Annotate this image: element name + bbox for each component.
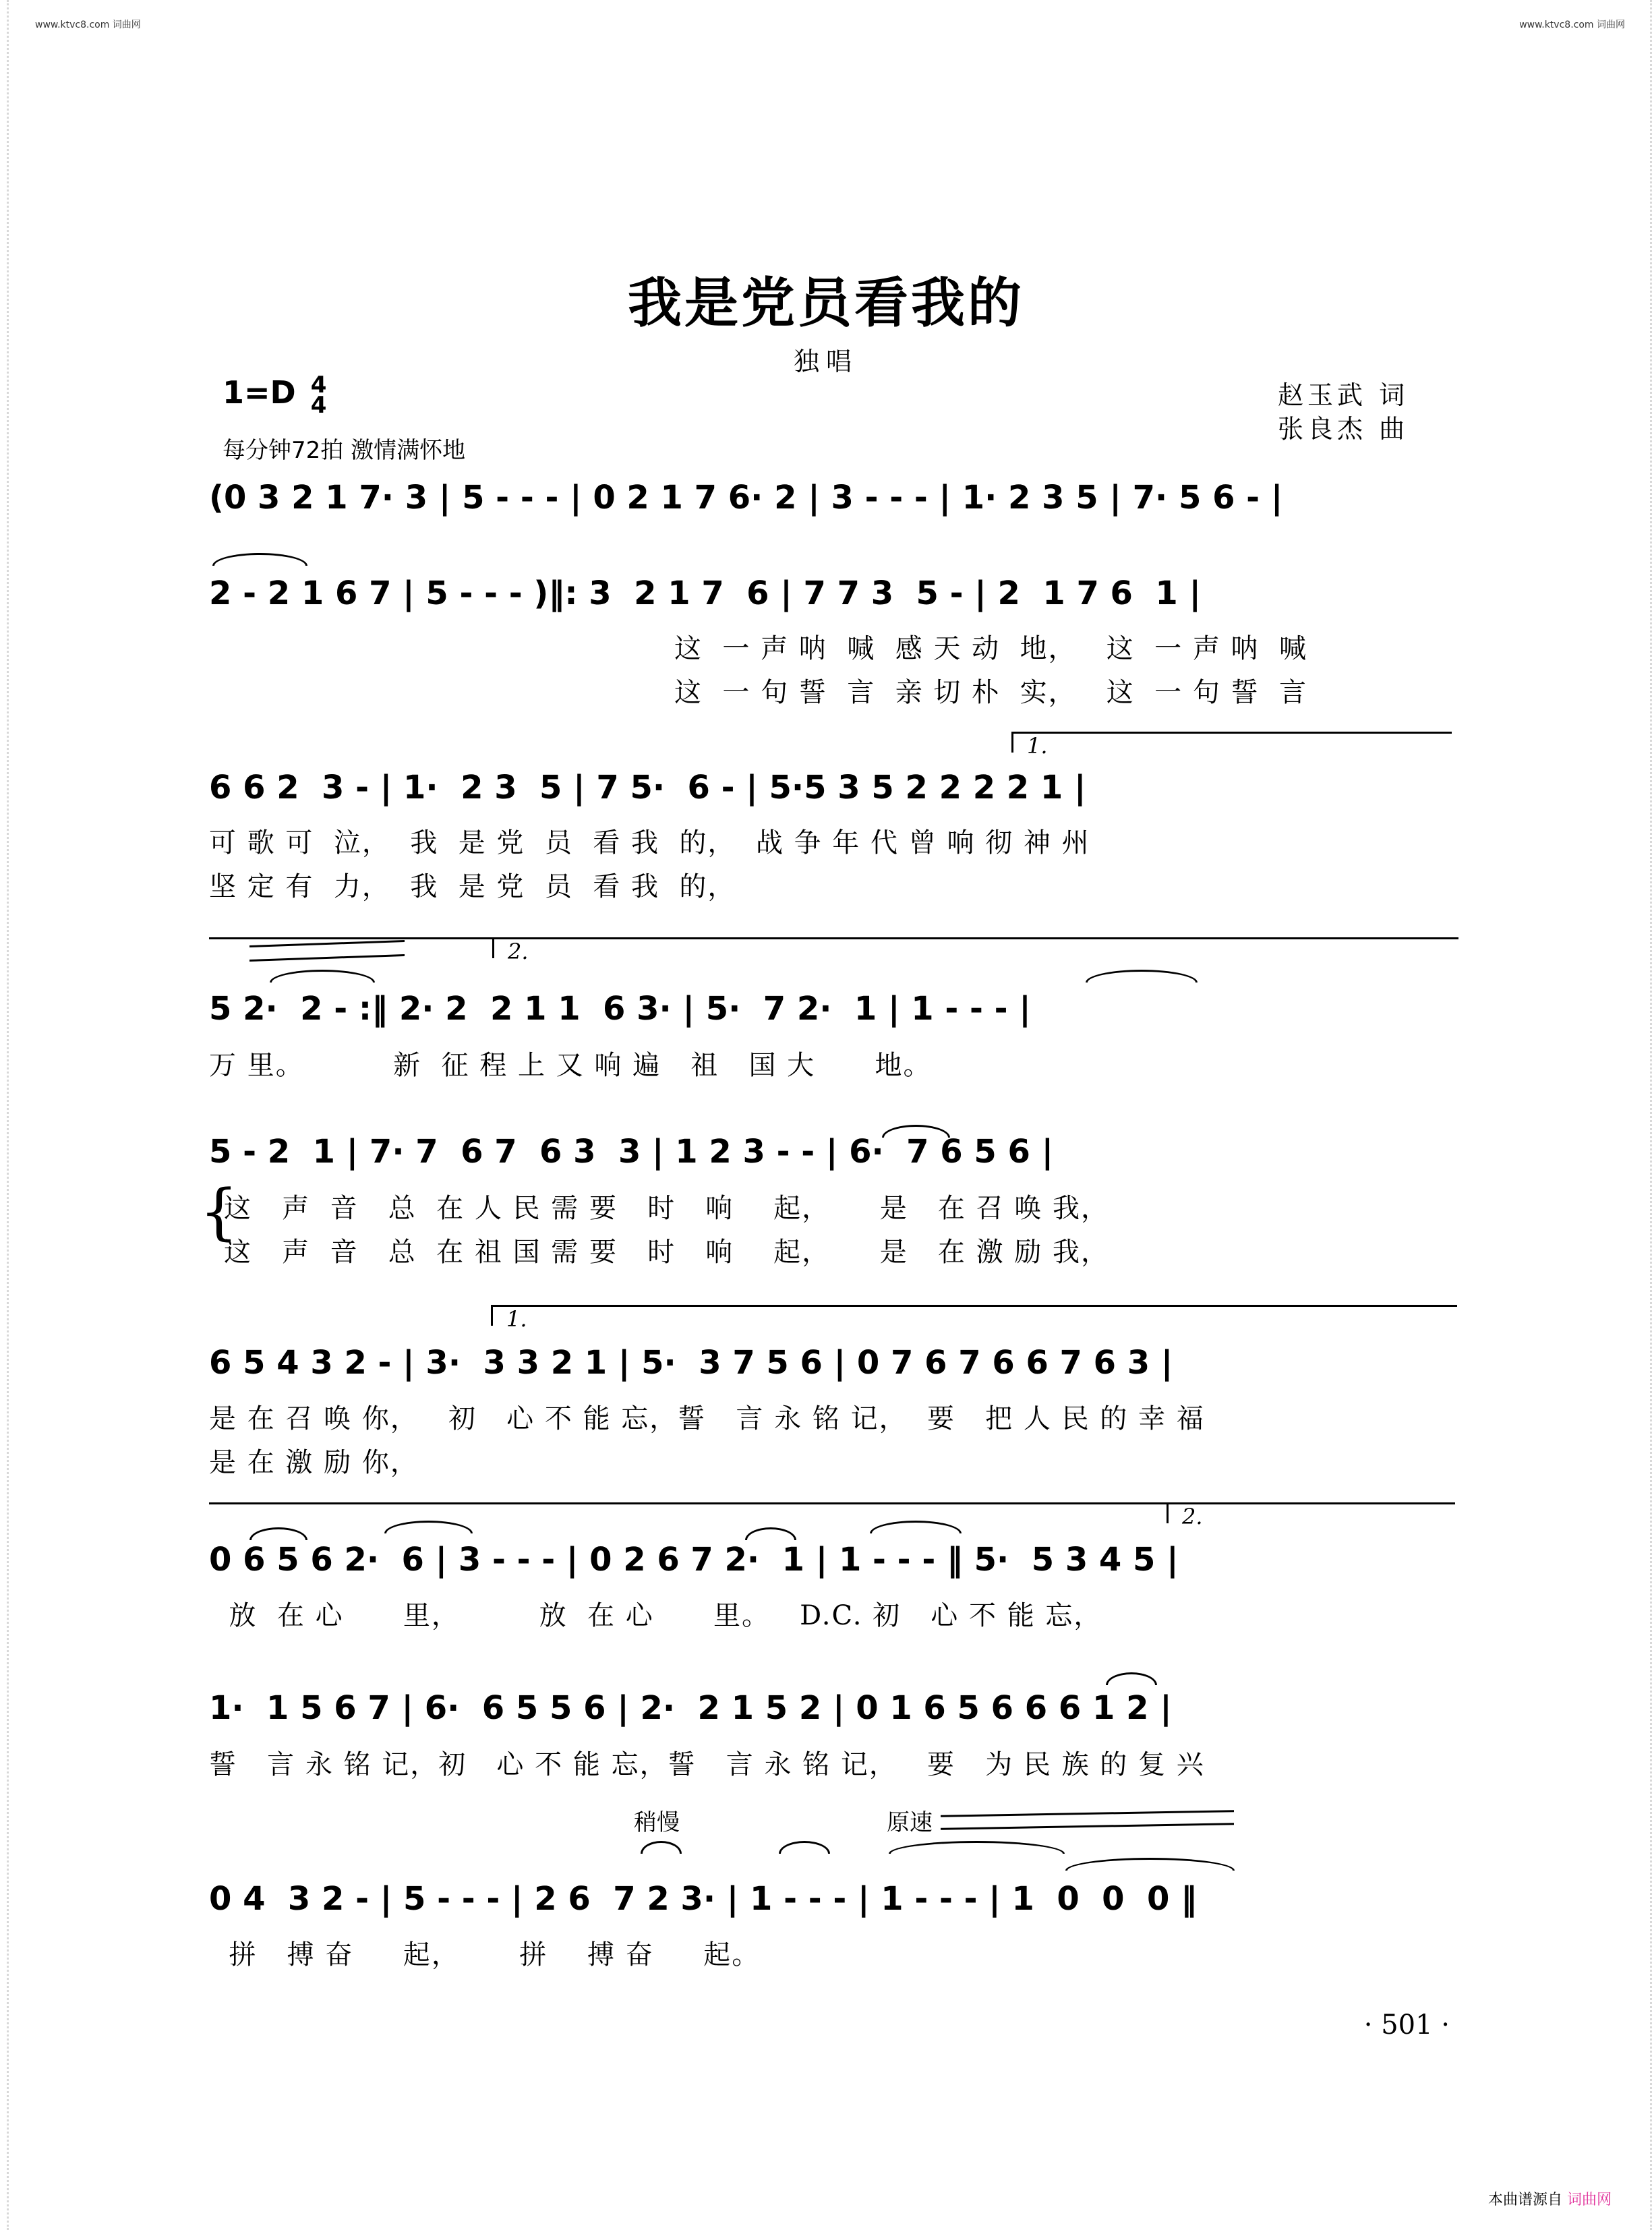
lyrics-line-2-verse-1: 这 一 声 呐 喊 感 天 动 地， 这 一 声 呐 喊 [674,633,1308,664]
lyrics-line-6-verse-1: 是 在 召 唤 你， 初 心 不 能 忘，誓 言 永 铭 记， 要 把 人 民 的 幸 福 [209,1403,1205,1434]
notes-line-7: 0 6 5 6 2· 6 | 3 - - - | 0 2 6 7 2· 1 | 1 - - - ‖ 5· 5 3 4 5 | [209,1541,1179,1579]
lyrics-line-6-verse-2: 是 在 激 励 你， [209,1447,419,1478]
watermark-prefix: 本曲谱源自 [1487,2192,1562,2208]
slur [745,1527,796,1540]
slur [779,1841,830,1854]
lyrics-line-4: 万 里。 新 征 程 上 又 响 遍 祖 国 大 地。 [209,1050,932,1081]
notes-line-6: 6 5 4 3 2 - | 3· 3 3 2 1 | 5· 3 7 5 6 | 0 7 6 7 6 6 7 6 3 | [209,1344,1173,1382]
notes-line-3: 6 6 2 3 - | 1· 2 3 5 | 7 5· 6 - | 5·5 3 5 2 2 2 2 1 | [209,769,1086,806]
watermark-top-right: www.ktvc8.com 词曲网 [1519,20,1625,30]
volta-2b: 2. [1167,1502,1455,1523]
slur [384,1521,473,1533]
original-tempo-marking: 原速 [887,1809,933,1836]
lyrics-line-5-verse-2: 这 声 音 总 在 祖 国 需 要 时 响 起， 是 在 激 励 我， [224,1237,1110,1268]
notes-line-5: 5 - 2 1 | 7· 7 6 7 6 3 3 | 1 2 3 - - | 6· 7 6 5 6 | [209,1133,1054,1171]
crescendo-hairpin [249,940,405,962]
lyrics-line-8: 誓 言 永 铭 记，初 心 不 能 忘，誓 言 永 铭 记， 要 为 民 族 的 复 兴 [209,1749,1205,1780]
slur [270,970,375,982]
volta-1: 1. [1011,732,1452,753]
volta-1b: 1. [491,1305,1457,1326]
watermark-bottom-right [1488,2188,1612,2209]
slower-marking: 稍慢 [634,1809,680,1836]
notes-line-8: 1· 1 5 6 7 | 6· 6 5 5 6 | 2· 2 1 5 2 | 0 1 6 5 6 6 6 1 2 | [209,1689,1172,1727]
slur [212,553,307,566]
slur [1086,970,1198,982]
key-signature [223,371,327,419]
slur [249,1527,307,1540]
song-title: 我是党员看我的 [628,271,1024,334]
notes-line-9: 0 4 3 2 - | 5 - - - | 2 6 7 2 3· | 1 - - - | 1 - - - | 1 0 0 0 ‖ [209,1880,1198,1918]
composer-credit: 张良杰 曲 [1278,414,1409,444]
notes-line-2: 2 - 2 1 6 7 | 5 - - - )‖: 3 2 1 7 6 | 7 7 3 5 - | 2 1 7 6 1 | [209,575,1202,612]
volta-1b-continuation [209,1502,1167,1504]
slur [870,1521,962,1533]
key-label: 1=D [223,374,296,411]
lyrics-line-7: 放 在 心 里， 放 在 心 里。 D.C. 初 心 不 能 忘， [209,1600,1102,1631]
tempo-marking: 每分钟72拍 激情满怀地 [223,437,466,464]
slur [889,1841,1065,1854]
lyrics-line-2-verse-2: 这 一 句 誓 言 亲 切 朴 实， 这 一 句 誓 言 [674,677,1308,708]
time-bottom: 4 [310,391,327,419]
verse-brace: { [200,1177,239,1248]
time-signature [310,371,327,419]
lyrics-line-3-verse-2: 坚 定 有 力， 我 是 党 员 看 我 的， [209,871,736,902]
volta-2: 2. [492,937,1458,958]
watermark-site: 词曲网 [1566,2192,1612,2208]
slur [1106,1672,1157,1685]
notes-line-4: 5 2· 2 - :‖ 2· 2 2 1 1 6 3· | 5· 7 2· 1 | 1 - - - | [209,990,1031,1028]
lyrics-line-9: 拼 搏 奋 起， 拼 搏 奋 起。 [209,1939,761,1970]
notes-line-1: (0 3 2 1 7· 3 | 5 - - - | 0 2 1 7 6· 2 | 3 - - - | 1· 2 3 5 | 7· 5 6 - | [209,479,1283,517]
volta-1-continuation [209,937,492,939]
watermark-top-left: www.ktvc8.com 词曲网 [35,20,141,30]
lyrics-line-5-verse-1: 这 声 音 总 在 人 民 需 要 时 响 起， 是 在 召 唤 我， [224,1193,1110,1224]
page-number: · 501 · [1363,2009,1450,2041]
crescendo-hairpin [941,1810,1234,1830]
slur [641,1841,682,1854]
song-subtitle: 独唱 [793,347,858,376]
slur [1065,1858,1235,1871]
lyrics-line-3-verse-1: 可 歌 可 泣， 我 是 党 员 看 我 的， 战 争 年 代 曾 响 彻 神 州 [209,827,1090,858]
lyricist-credit: 赵玉武 词 [1278,380,1409,410]
time-top: 4 [310,371,327,399]
